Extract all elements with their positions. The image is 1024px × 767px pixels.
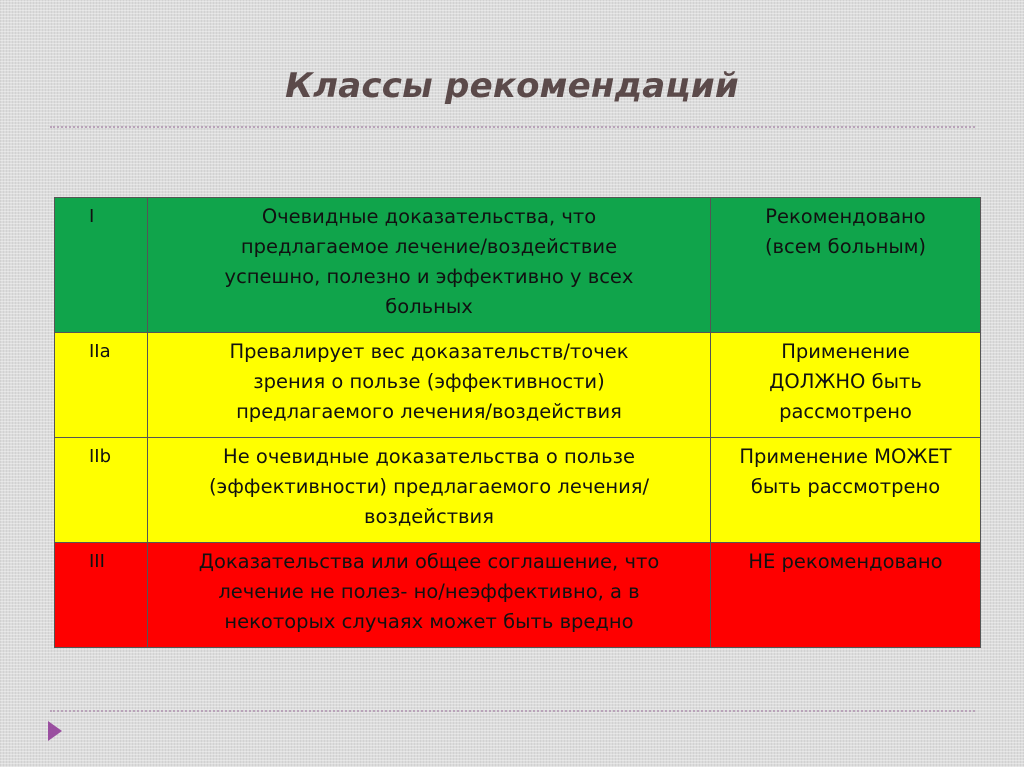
recommendation-text: Применение МОЖЕТ быть рассмотрено (739, 445, 952, 498)
table-row (55, 438, 981, 543)
recommendation-cell (711, 438, 981, 543)
description-cell (148, 543, 711, 648)
description-cell (148, 438, 711, 543)
description-cell (148, 198, 711, 333)
class-cell: IIa (55, 333, 148, 438)
table-row (55, 198, 981, 333)
recommendation-cell (711, 198, 981, 333)
table-row (55, 333, 981, 438)
footer-divider (50, 710, 975, 712)
description-text: Не очевидные доказательства о пользе (эффективности) предлагаемого лечения/воздействия (208, 445, 650, 528)
recommendation-cell (711, 543, 981, 648)
recommendation-text: Применение ДОЛЖНО быть рассмотрено (769, 340, 922, 423)
description-text: Доказательства или общее соглашение, что лечение не полез- но/неэффективно, а в некоторых случаях может быть вредно (198, 550, 660, 633)
description-cell (148, 333, 711, 438)
title-divider (50, 126, 975, 128)
recommendation-text: Рекомендовано (всем больным) (764, 205, 927, 258)
class-cell: IIb (55, 438, 148, 543)
recommendation-text: НЕ рекомендовано (748, 550, 943, 573)
recommendation-cell (711, 333, 981, 438)
description-text: Превалирует вес доказательств/точек зрения о пользе (эффективности) предлагаемого лечения/воздействия (229, 340, 629, 423)
page-title: Классы рекомендаций (285, 66, 739, 106)
class-cell: III (55, 543, 148, 648)
recommendation-classes-table (54, 197, 981, 648)
triangle-right-icon (48, 721, 62, 741)
table-row (55, 543, 981, 648)
description-text: Очевидные доказательства, что предлагаемое лечение/воздействие успешно, полезно и эффективно у всех больных (224, 205, 634, 318)
class-cell: I (55, 198, 148, 333)
